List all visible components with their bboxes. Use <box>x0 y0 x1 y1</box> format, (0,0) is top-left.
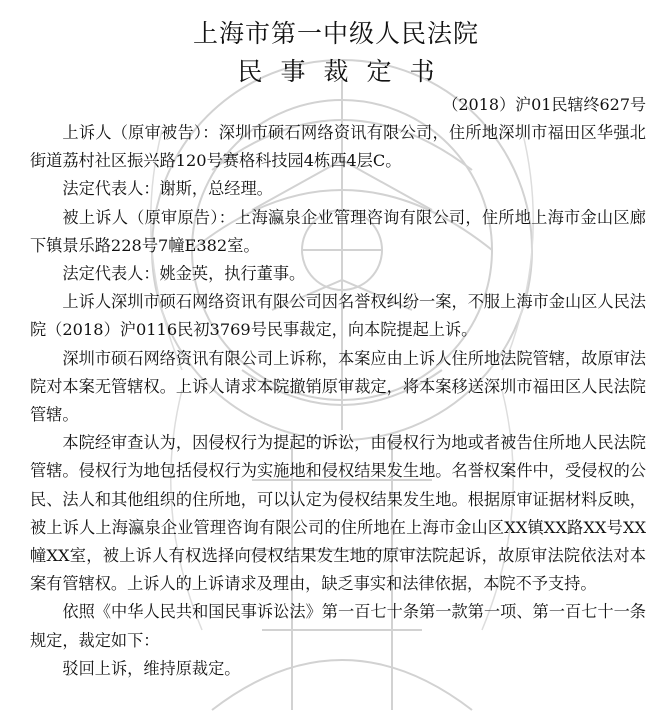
appeal-claim-paragraph: 深圳市硕石网络资讯有限公司上诉称，本案应由上诉人住所地法院管辖，故原审法院对本案无管辖权。上诉人请求本院撤销原审裁定，将本案移送深圳市福田区人民法院管辖。 <box>30 348 646 425</box>
court-name: 上海市第一中级人民法院 <box>192 19 479 48</box>
appellee-representative-paragraph: 法定代表人：姚金英，执行董事。 <box>62 264 306 284</box>
document-type-title: 民事裁定书 <box>237 57 453 86</box>
appellee-paragraph: 被上诉人（原审原告）：上海瀛泉企业管理咨询有限公司，住所地上海市金山区廊下镇景乐路228号7幢E382室。 <box>30 207 646 255</box>
case-number: （2018）沪01民辖终627号 <box>442 95 646 114</box>
appellant-paragraph: 上诉人（原审被告）：深圳市硕石网络资讯有限公司，住所地深圳市福田区华强北街道荔村社区振兴路120号赛格科技园4栋西4层C。 <box>30 123 646 171</box>
legal-basis-paragraph: 依照《中华人民共和国民事诉讼法》第一百七十条第一款第一项、第一百七十一条规定，裁定如下： <box>30 602 646 650</box>
ruling-paragraph: 驳回上诉，维持原裁定。 <box>62 658 241 678</box>
appellant-representative-paragraph: 法定代表人：谢斯，总经理。 <box>62 179 273 199</box>
case-origin-paragraph: 上诉人深圳市硕石网络资讯有限公司因名誉权纠纷一案，不服上海市金山区人民法院（2018）沪0116民初3769号民事裁定，向本院提起上诉。 <box>30 292 646 340</box>
document-body <box>30 119 646 683</box>
court-reasoning-paragraph: 本院经审查认为，因侵权行为提起的诉讼，由侵权行为地或者被告住所地人民法院管辖。侵权行为地包括侵权行为实施地和侵权结果发生地。名誉权案件中，受侵权的公民、法人和其他组织的住所地，可以认定为侵权结果发生地。根据原审证据材料反映，被上诉人上海瀛泉企业管理咨询有限公司的住所地在上海市金山区XX镇XX路XX号XX幢XX室，被上诉人有权选择向侵权结果发生地的原审法院起诉，故原审法院依法对本案有管辖权。上诉人的上诉请求及理由，缺乏事实和法律依据，本院不予支持。 <box>30 433 646 594</box>
